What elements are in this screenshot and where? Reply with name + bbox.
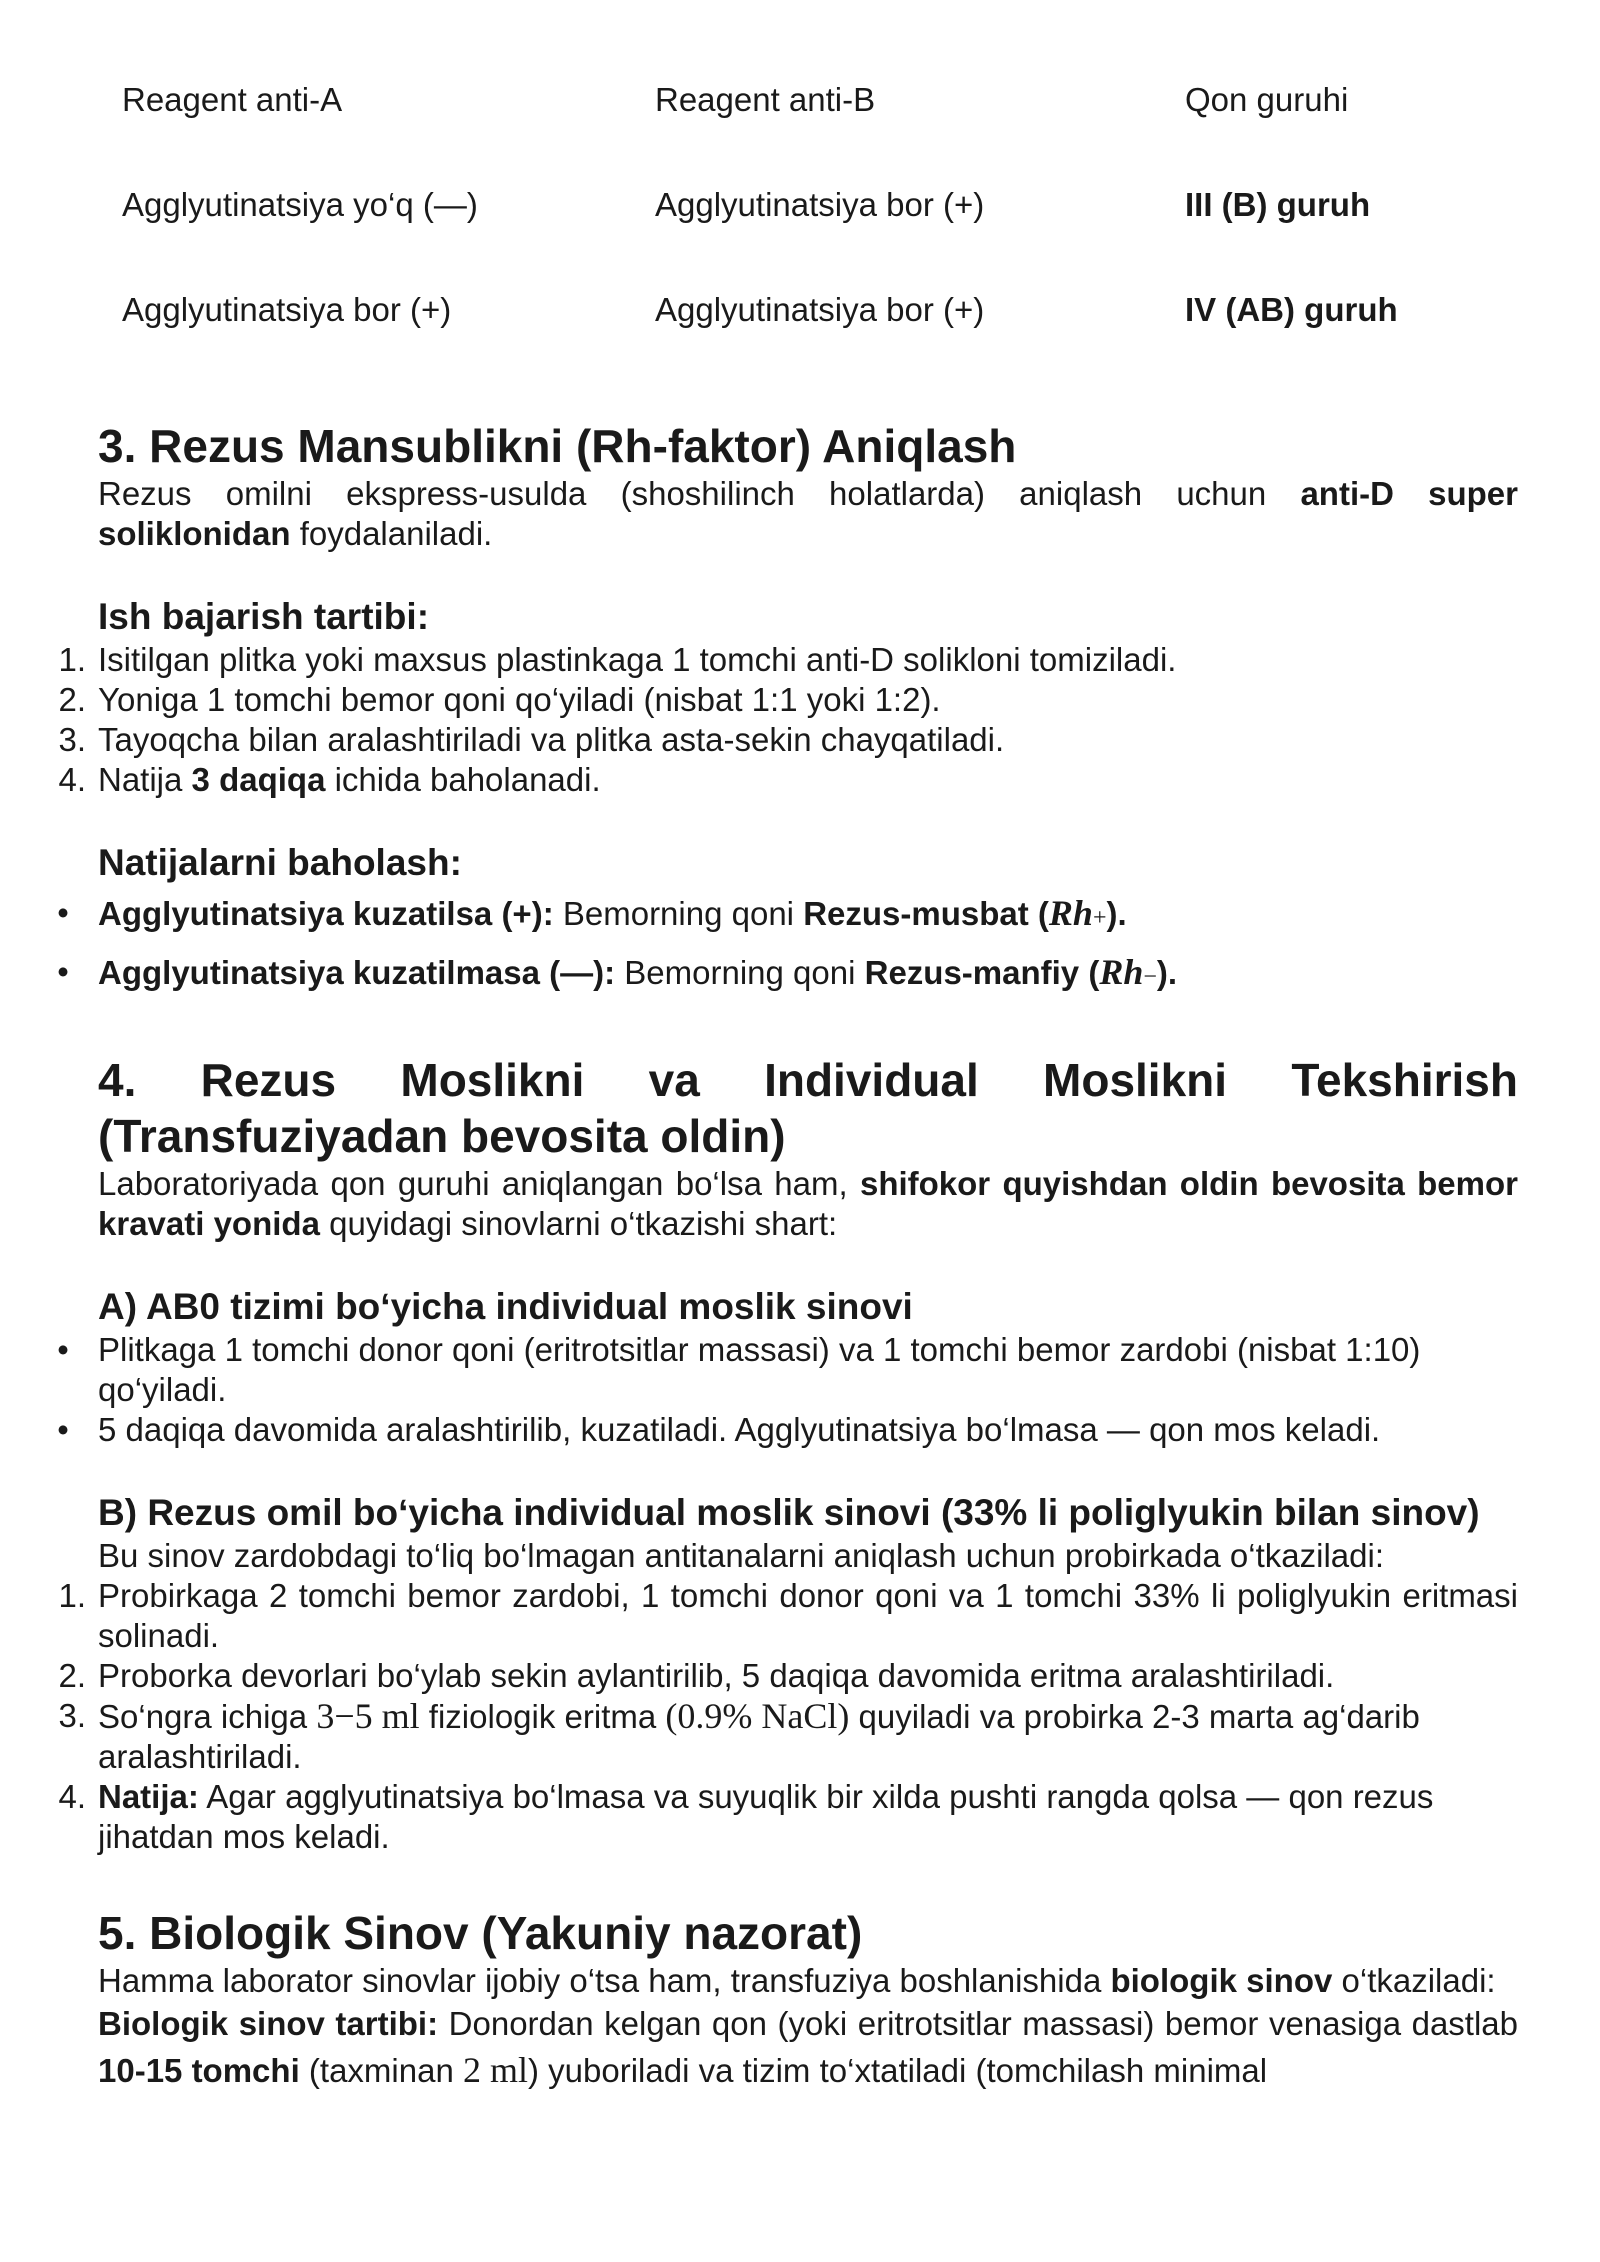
list-item-text: Isitilgan plitka yoki maxsus plastinkaga 1 tomchi anti-D solikloni tomiziladi. [98,641,1177,678]
subsection-b-intro: Bu sinov zardobdagi to‘liq bo‘lmagan antitanalarni aniqlash uchun probirkada o‘tkaziladi: [98,1537,1384,1574]
intro-text: Rezus omilni ekspress-usulda (shoshilinch holatlarda) aniqlash uchun [98,475,1267,512]
table-cell: III (B) guruh [1185,186,1371,223]
result-text: Bemorning qoni [562,895,795,932]
result-bold: Rezus-musbat ( [803,895,1049,932]
subsection-b-heading: B) Rezus omil bo‘yicha individual moslik sinovi (33% li poliglyukin bilan sinov) [98,1492,1480,1533]
list-item-text: So‘ngra ichiga [98,1698,308,1735]
table-cell: IV (AB) guruh [1185,291,1398,328]
list-item-text: Agar agglyutinatsiya bo‘lmasa va suyuqlik bir xilda pushti rangda qolsa — qon rezus jihatdan mos keladi. [98,1778,1434,1855]
list-item-text: Plitkaga 1 tomchi donor qoni (eritrotsitlar massasi) va 1 tomchi bemor zardobi (nisbat 1:10) qo‘yiladi. [98,1331,1421,1408]
subsection-a-heading: A) AB0 tizimi bo‘yicha individual moslik sinovi [98,1286,913,1327]
list-item-text: 5 daqiqa davomida aralashtirilib, kuzatiladi. Agglyutinatsiya bo‘lmasa — qon mos keladi. [98,1411,1381,1448]
order-text: (taxminan [308,2052,454,2089]
table-header-row [122,80,1542,185]
blood-group-table [122,80,1542,395]
subsection-a-list [57,1330,1518,1450]
table-header-cell: Reagent anti-A [122,81,343,118]
intro-text: Laboratoriyada qon guruhi aniqlangan bo‘lsa ham, [98,1165,848,1202]
list-item: 1. Probirkaga 2 tomchi bemor zardobi, 1 tomchi donor qoni va 1 tomchi 33% li poliglyukin eritmasi solinadi. [58,1577,1518,1654]
math-volume: 3−5 ml [316,1696,420,1736]
section-4-intro [98,1164,1518,1244]
list-item-bold: 3 daqiqa [191,761,326,798]
rh-sign: − [1143,964,1157,990]
list-item: 4. Natija: Agar agglyutinatsiya bo‘lmasa va suyuqlik bir xilda pushti rangda qolsa — qon rezus jihatdan mos keladi. [58,1778,1434,1855]
results-heading: Natijalarni baholash: [98,842,462,883]
list-item: • Plitkaga 1 tomchi donor qoni (eritrotsitlar massasi) va 1 tomchi bemor zardobi (nisbat 1:10) qo‘yiladi. [57,1331,1421,1408]
document-body [57,418,1518,2094]
list-item: • 5 daqiqa davomida aralashtirilib, kuzatiladi. Agglyutinatsiya bo‘lmasa — qon mos keladi. [57,1411,1381,1448]
section-4-heading-cont: (Transfuziyadan bevosita oldin) [98,1110,786,1162]
list-item-bold: Natija: [98,1778,199,1815]
result-text: Bemorning qoni [624,954,856,991]
list-item: 3. Tayoqcha bilan aralashtiriladi va plitka asta-sekin chayqatiladi. [58,721,1005,758]
result-bold: ). [1156,954,1178,991]
list-item: 3. So‘ngra ichiga 3−5 ml fiziologik eritma (0.9% NaCl) quyiladi va probirka 2-3 marta ag‘darib aralashtiriladi. [58,1696,1420,1775]
list-item-text: quyiladi va probirka 2-3 marta ag‘darib aralashtiriladi. [98,1698,1420,1775]
list-item: 1. Isitilgan plitka yoki maxsus plastinkaga 1 tomchi anti-D solikloni tomiziladi. [58,641,1177,678]
section-3-intro [98,474,1518,554]
section-4-heading: 4. Rezus Moslikni va Individual Moslikni Tekshirish [98,1054,1518,1106]
order-text: Donordan kelgan qon (yoki eritrotsitlar massasi) bemor venasiga dastlab [448,2005,1518,2042]
table-cell: Agglyutinatsiya yo‘q (—) [122,186,478,223]
list-item: • Agglyutinatsiya kuzatilmasa (—): Bemorning qoni Rezus-manfiy (Rh−). [57,952,1178,992]
list-item-text: Yoniga 1 tomchi bemor qoni qo‘yiladi (nisbat 1:1 yoki 1:2). [98,681,941,718]
list-item-text: Tayoqcha bilan aralashtiriladi va plitka asta-sekin chayqatiladi. [98,721,1005,758]
result-label: Agglyutinatsiya kuzatilmasa (—): [98,954,616,991]
result-bold: Rezus-manfiy ( [864,954,1100,991]
list-item-text: Probirkaga 2 tomchi bemor zardobi, 1 tomchi donor qoni va 1 tomchi 33% li poliglyukin eritmasi solinadi. [98,1577,1518,1654]
intro-bold: shifokor quyishdan oldin bevosita bemor kravati yonida [98,1165,1518,1242]
section-5-order [98,2001,1518,2094]
table-row [122,290,1542,395]
rh-sign: + [1092,905,1107,931]
section-3-heading: 3. Rezus Mansublikni (Rh-faktor) Aniqlash [98,420,1017,472]
table-header-cell: Qon guruhi [1185,81,1349,118]
math-volume: 2 ml [462,2050,528,2090]
table-cell: Agglyutinatsiya bor (+) [122,291,452,328]
table-row [122,185,1542,290]
list-item-text: ichida baholanadi. [334,761,601,798]
intro-text: Hamma laborator sinovlar ijobiy o‘tsa ham, transfuziya boshlanishida [98,1962,1102,1999]
intro-bold: anti-D super soliklonidan [98,475,1518,552]
list-item-text: Natija [98,761,183,798]
result-label: Agglyutinatsiya kuzatilsa (+): [98,895,554,932]
intro-bold: biologik sinov [1110,1962,1333,1999]
result-bold: ). [1106,895,1127,932]
steps-list [58,640,1518,800]
math-solution: (0.9% NaCl) [665,1696,850,1736]
intro-text: foydalaniladi. [299,515,493,552]
order-bold: 10-15 tomchi [98,2052,300,2089]
rh-symbol: Rh [1099,952,1144,992]
results-list [57,886,1518,1004]
intro-text: quyidagi sinovlarni o‘tkazishi shart: [329,1205,838,1242]
list-item-text: Proborka devorlari bo‘ylab sekin aylantirilib, 5 daqiqa davomida eritma aralashtiriladi. [98,1657,1335,1694]
section-5-intro [98,1961,1518,2001]
list-item: 4. Natija 3 daqiqa ichida baholanadi. [58,761,601,798]
list-item: 2. Yoniga 1 tomchi bemor qoni qo‘yiladi (nisbat 1:1 yoki 1:2). [58,681,941,718]
order-label: Biologik sinov tartibi: [98,2005,439,2042]
table-header-cell: Reagent anti-B [655,81,876,118]
table-cell: Agglyutinatsiya bor (+) [655,291,985,328]
steps-heading: Ish bajarish tartibi: [98,596,430,637]
list-item-text: fiziologik eritma [428,1698,657,1735]
intro-text: o‘tkaziladi: [1341,1962,1496,1999]
subsection-b-list [58,1576,1518,1857]
section-5-heading: 5. Biologik Sinov (Yakuniy nazorat) [98,1907,863,1959]
rh-symbol: Rh [1048,893,1093,933]
table-cell: Agglyutinatsiya bor (+) [655,186,985,223]
list-item: 2. Proborka devorlari bo‘ylab sekin aylantirilib, 5 daqiqa davomida eritma aralashtiriladi. [58,1657,1335,1694]
list-item: • Agglyutinatsiya kuzatilsa (+): Bemorning qoni Rezus-musbat (Rh+). [57,893,1127,933]
order-text: ) yuboriladi va tizim to‘xtatiladi (tomchilash minimal [528,2052,1268,2089]
